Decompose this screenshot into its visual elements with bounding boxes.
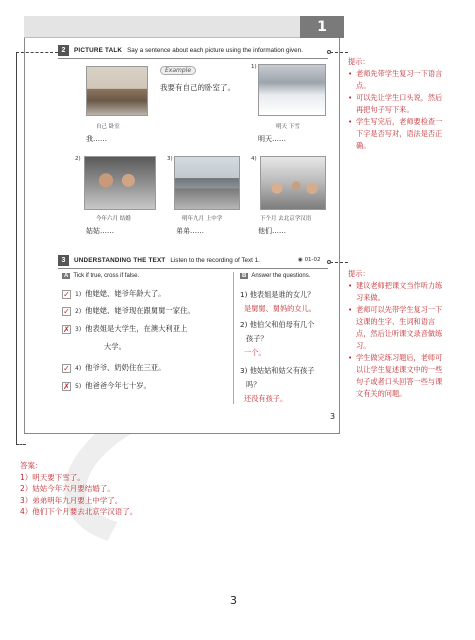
answer-key-item: 2）姑姑今年六月要结婚了。 — [20, 484, 115, 493]
notes-2-title: 提示： — [348, 269, 370, 278]
caption-2: 今年六月 结婚 — [96, 216, 131, 222]
audio-track-number: 01-02 — [304, 257, 321, 263]
notes-2-item: • 学生做完练习题后，老师可以让学生复述课文中的一些句子或者口头回答一些与课文有关的问题。 — [348, 352, 444, 400]
tf-item-4 — [62, 361, 165, 375]
question-2-number: 2) — [240, 320, 248, 329]
tf-checkbox-5[interactable]: ✗ — [63, 381, 70, 391]
pointer-dot-1 — [327, 50, 331, 54]
question-3-cont: 吗？ — [246, 380, 261, 389]
photo-couple — [84, 156, 156, 210]
section-2-title: PICTURE TALK — [74, 47, 123, 54]
tf-item-2 — [62, 304, 195, 318]
response-2: 姑姑…… — [86, 227, 114, 235]
teacher-notes-1 — [348, 56, 444, 152]
answer-key-item: 3）弟弟明年九月要上中学了。 — [20, 495, 123, 505]
response-example: 我…… — [86, 135, 107, 143]
caption-4: 下个月 去北京学汉语 — [260, 216, 312, 222]
caption-3: 明年九月 上中学 — [182, 216, 223, 222]
notes-2-item: • 老师可以先带学生复习一下这课的生字、生词和语言点，然后让听课文录音做练习。 — [348, 304, 444, 352]
notes-1-item: • 老师先带学生复习一下语言点。 — [348, 68, 444, 92]
section-2-instruction: Say a sentence about each picture using the information given. — [127, 47, 303, 54]
tf-number-5: 5) — [75, 382, 82, 390]
part-b-heading — [240, 273, 310, 279]
tf-checkbox-1[interactable]: ✓ — [63, 289, 70, 299]
tf-number-3: 3) — [75, 325, 82, 333]
tf-statement-1: 他姥姥、姥爷年龄大了。 — [85, 289, 166, 298]
example-tag: Example — [160, 66, 196, 75]
section-2-number: 2 — [58, 45, 69, 56]
part-a-label: A — [64, 273, 69, 279]
photo-school — [174, 156, 240, 210]
header-band — [24, 16, 300, 38]
answer-key-item: 4）他们下个月要去北京学汉语了。 — [20, 507, 138, 516]
part-b-label: B — [242, 273, 247, 279]
pointer-answers — [16, 444, 26, 445]
tf-number-2: 2) — [75, 307, 82, 315]
tf-statement-4: 他爷爷、奶奶住在三亚。 — [85, 363, 166, 372]
section-3-instruction: Listen to the recording of Text 1. — [170, 257, 260, 264]
tf-number-4: 4) — [75, 364, 82, 372]
answer-2: 一个。 — [244, 348, 266, 357]
pointer-dot-2 — [327, 260, 331, 264]
tf-item-1 — [62, 287, 165, 301]
section-3-title: UNDERSTANDING THE TEXT — [74, 257, 166, 264]
notes-1-item: • 学生写完后，老师要检查一下字是否写对，语法是否正确。 — [348, 116, 444, 152]
notes-2-item: • 建议老师把课文当作听力练习来做。 — [348, 280, 444, 304]
tf-statement-3: 他表姐是大学生，在澳大利亚上 — [85, 324, 188, 333]
column-divider — [233, 272, 234, 404]
section-2-header — [58, 43, 303, 58]
section-3-header — [58, 253, 260, 268]
answer-3: 还没有孩子。 — [244, 394, 288, 403]
part-a-instruction: Tick if true, cross if false. — [73, 273, 140, 279]
teacher-notes-2 — [348, 268, 444, 400]
picture-3-number: 3) — [167, 156, 173, 162]
question-1-text: 他表姐是谁的女儿？ — [249, 290, 315, 299]
audio-track[interactable]: ◉ 01-02 — [298, 257, 321, 263]
caption-1: 明天 下雪 — [276, 124, 300, 130]
photo-snow — [258, 64, 326, 116]
tf-item-5 — [62, 379, 151, 393]
response-1: 明天…… — [258, 135, 286, 143]
picture-4-number: 4) — [251, 156, 257, 162]
section-3-number: 3 — [58, 255, 69, 266]
answer-key-item: 1）明天要下雪了。 — [20, 472, 85, 482]
tf-item-3 — [62, 322, 187, 336]
question-1-number: 1) — [240, 290, 248, 299]
question-2 — [240, 320, 314, 330]
section-3-rule — [58, 268, 328, 269]
tf-number-1: 1) — [75, 290, 82, 298]
tf-checkbox-3[interactable]: ✗ — [63, 324, 70, 334]
pointer-notes-1 — [330, 52, 348, 53]
picture-1-number: 1) — [251, 64, 257, 70]
picture-2-number: 2) — [75, 156, 81, 162]
pointer-notes-2 — [330, 262, 348, 263]
question-3-number: 3) — [240, 366, 248, 375]
notes-1-title: 提示： — [348, 57, 370, 66]
tf-statement-2: 他姥姥、姥爷现在跟舅舅一家住。 — [85, 306, 195, 315]
notes-1-item: • 可以先让学生口头说，然后再把句子写下来。 — [348, 92, 444, 116]
photo-class — [260, 156, 326, 210]
response-3: 弟弟…… — [176, 227, 204, 235]
inner-page-number: 3 — [330, 412, 336, 421]
margin-guide-line — [16, 52, 17, 444]
pointer-section-2 — [16, 52, 58, 53]
page-number: 3 — [230, 594, 237, 607]
caption-example: 自己 卧室 — [96, 124, 120, 130]
answer-1: 是舅舅、舅妈的女儿。 — [244, 304, 316, 313]
question-2-text: 他伯父和伯母有几个 — [249, 320, 315, 329]
answer-key — [20, 460, 137, 518]
section-2-rule — [58, 58, 328, 59]
question-1 — [240, 290, 314, 300]
part-b-instruction: Answer the questions. — [251, 273, 311, 279]
example-sentence: 我要有自己的卧室了。 — [160, 83, 235, 92]
tf-checkbox-4[interactable]: ✓ — [63, 363, 70, 373]
part-a-heading — [62, 273, 139, 279]
photo-bedroom — [86, 66, 148, 116]
question-3-text: 他姑姑和姑父有孩子 — [249, 366, 315, 375]
question-2-cont: 孩子？ — [246, 334, 268, 343]
tf-checkbox-2[interactable]: ✓ — [63, 306, 70, 316]
tf-statement-5: 他爸爸今年七十岁。 — [85, 381, 151, 390]
response-4: 他们…… — [258, 227, 286, 235]
tf-statement-3-cont: 大学。 — [104, 342, 126, 351]
question-3 — [240, 366, 314, 376]
answer-key-title: 答案： — [20, 461, 43, 470]
chapter-tab: 1 — [300, 16, 344, 38]
